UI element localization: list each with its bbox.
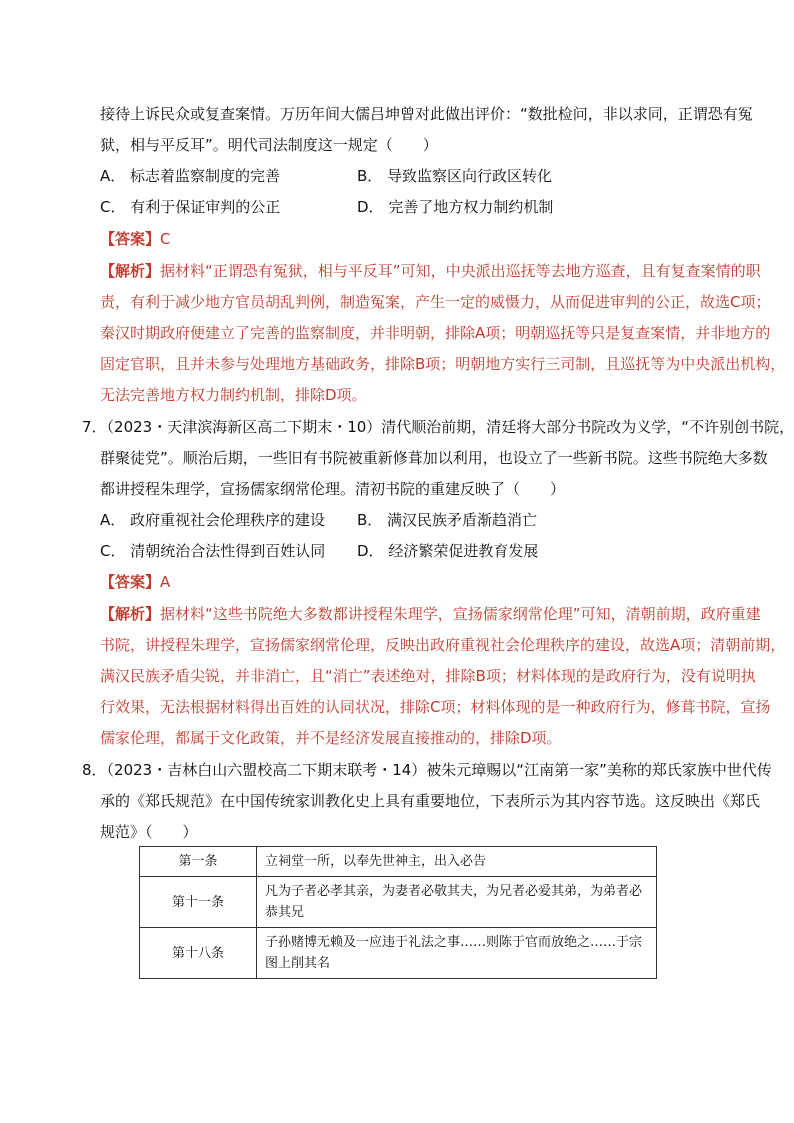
analysis-quote: “正谓恐有冤狱，相与平反耳”: [205, 262, 401, 280]
table-cell-content: 凡为子者必孝其亲，为妻者必敬其夫，为兄者必爱其弟，为弟者必恭其兄: [257, 877, 657, 928]
q6-stem-line-2: 狱，相与平反耳”。明代司法制度这一规定（ ）: [100, 136, 438, 154]
q7-analysis-line-2: 书院，讲授程朱理学，宣扬儒家纲常伦理，反映出政府重视社会伦理秩序的建设，故选A项；清朝前期，: [100, 636, 786, 654]
table-cell-article: 第十一条: [140, 877, 257, 928]
q6-option-d: D． 完善了地方权力制约机制: [357, 198, 554, 216]
analysis-text: 可知，中央派出巡抚等去地方巡查，且有复查案情的职: [400, 262, 761, 280]
q8-stem-line-3: 规范》（ ）: [100, 823, 198, 841]
q7-analysis-line-3: 满汉民族矛盾尖锐，并非消亡，且“消亡”表述绝对，排除B项；材料体现的是政府行为，没有说明执: [100, 667, 756, 685]
q7-option-d: D． 经济繁荣促进教育发展: [357, 542, 539, 560]
q7-option-c: C． 清朝统治合法性得到百姓认同: [100, 542, 326, 560]
analysis-tag: 【解析】: [100, 262, 161, 280]
analysis-text: 据材料: [160, 262, 206, 280]
table-cell-article: 第一条: [140, 847, 257, 877]
q6-analysis-line-2: 责，有利于减少地方官员胡乱判例，制造冤案，产生一定的威慑力，从而促进审判的公正，故选C项；: [100, 293, 771, 311]
q7-option-b: B． 满汉民族矛盾渐趋消亡: [357, 511, 538, 529]
q7-analysis-line-4: 行效果，无法根据材料得出百姓的认同状况，排除C项；材料体现的是一种政府行为，修葺书院，宣扬: [100, 698, 771, 716]
answer-value: C: [160, 230, 171, 248]
q6-answer: [100, 230, 171, 248]
q6-option-b: B． 导致监察区向行政区转化: [357, 167, 553, 185]
q8-stem-line-1: 8．（2023・吉林白山六盟校高二下期末联考・14）被朱元璋赐以“江南第一家”美称的郑氏家族中世代传: [82, 761, 772, 779]
q6-option-c: C． 有利于保证审判的公正: [100, 198, 281, 216]
q7-option-a: A． 政府重视社会伦理秩序的建设: [100, 511, 326, 529]
analysis-tag: 【解析】: [100, 605, 161, 623]
q8-stem-line-2: 承的《郑氏规范》在中国传统家训教化史上具有重要地位，下表所示为其内容节选。这反映出《郑氏: [100, 792, 761, 810]
q7-analysis-line-1: [100, 605, 761, 623]
q7-analysis-line-5: 儒家伦理，都属于文化政策，并不是经济发展直接推动的，排除D项。: [100, 729, 562, 747]
table-row: [140, 877, 657, 928]
table-cell-article: 第十八条: [140, 928, 257, 979]
q8-table: [139, 846, 657, 979]
q7-stem-line-3: 都讲授程朱理学，宣扬儒家纲常伦理。清初书院的重建反映了（ ）: [100, 480, 566, 498]
q6-analysis-line-5: 无法完善地方权力制约机制，排除D项。: [100, 386, 367, 404]
table-row: [140, 847, 657, 877]
table-row: [140, 928, 657, 979]
q6-stem-line-1: 接待上诉民众或复查案情。万历年间大儒吕坤曾对此做出评价：“数批检问，非以求同，正谓恐有冤: [100, 105, 753, 123]
q6-analysis-line-1: [100, 262, 761, 280]
answer-tag: 【答案】: [100, 573, 161, 591]
q7-answer: [100, 573, 170, 591]
q7-stem-line-1: 7．（2023・天津滨海新区高二下期末・10）清代顺治前期，清廷将大部分书院改为义学，“不许别创书院，: [82, 418, 794, 436]
q7-stem-line-2: 群聚徒党”。顺治后期，一些旧有书院被重新修葺加以利用，也设立了一些新书院。这些书院绝大多数: [100, 449, 768, 467]
q6-option-a: A． 标志着监察制度的完善: [100, 167, 281, 185]
analysis-text: 可知，清朝前期，政府重建: [580, 605, 761, 623]
analysis-quote: “这些书院绝大多数都讲授程朱理学，宣扬儒家纲常伦理”: [205, 605, 581, 623]
q6-analysis-line-4: 固定官职，且并未参与处理地方基础政务，排除B项；明朝地方实行三司制，且巡抚等为中央派出机构，: [100, 355, 786, 373]
answer-tag: 【答案】: [100, 230, 161, 248]
q6-analysis-line-3: 秦汉时期政府便建立了完善的监察制度，并非明朝，排除A项；明朝巡抚等只是复查案情，并非地方的: [100, 324, 771, 342]
answer-value: A: [160, 573, 171, 591]
table-cell-content: 立祠堂一所，以奉先世神主，出入必告: [257, 847, 657, 877]
analysis-text: 据材料: [160, 605, 206, 623]
table-cell-content: 子孙赌博无赖及一应违于礼法之事……则陈于官而放绝之……于宗图上削其名: [257, 928, 657, 979]
